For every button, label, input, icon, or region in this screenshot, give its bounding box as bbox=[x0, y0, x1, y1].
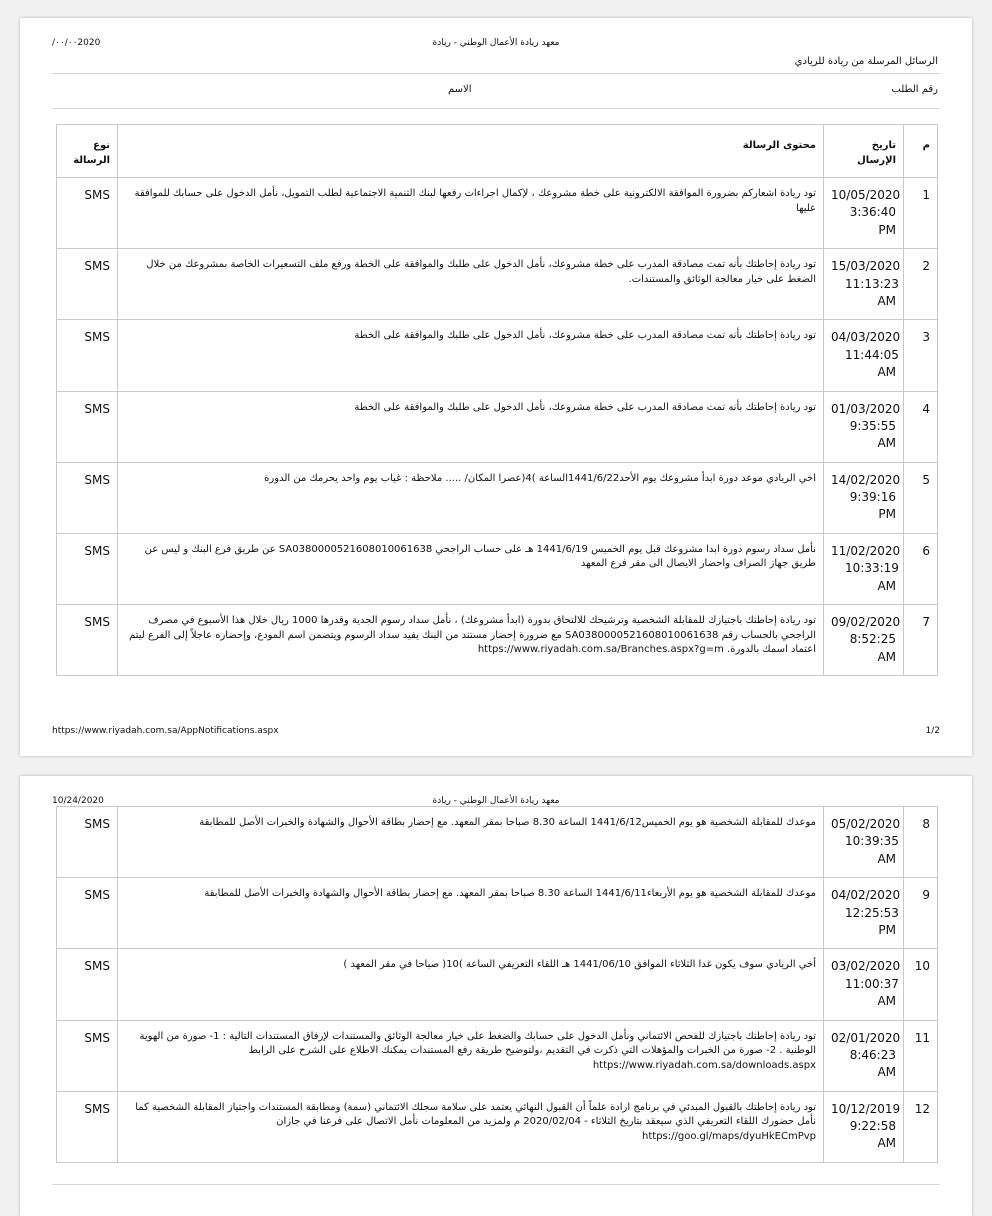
header-title: معهد ريادة الأعمال الوطني - ريادة bbox=[432, 796, 560, 806]
row-type: SMS bbox=[57, 605, 118, 676]
document-title: الرسائل المرسلة من ريادة للريادي bbox=[794, 56, 938, 67]
row-number: 4 bbox=[904, 391, 938, 462]
row-type: SMS bbox=[57, 391, 118, 462]
row-content: تود ريادة اشعاركم بضرورة الموافقة الالكترونية على خطة مشروعك ، لإكمال اجراءات رفعها لبنك التنمية الاجتماعية لطلب التمويل، نأمل الدخول على حسابك للموافقة عليها bbox=[118, 178, 824, 249]
table-header-row bbox=[57, 125, 938, 178]
row-content: تود ريادة إحاطتك باجتيازك للمقابلة الشخصية وترشيحك للالتحاق بدورة (ابدأ مشروعك) ، نأمل سداد رسوم الجدية وقدرها 1000 ريال خلال هذا الأسبوع في مصرف الراجحي بالحساب رقم SA0380000521608010061638 مع ضرورة إحضار مستند من البنك يفيد سداد الرسوم ويتضمن اسم المودع، وإحضاره عاجلاً إلى الفرع ليتم اعتماد اسمك بالدورة. https://www.riyadah.com.sa/Branches.aspx?g=m bbox=[118, 605, 824, 676]
row-date: 01/03/2020 9:35:55 AM bbox=[824, 391, 904, 462]
name-label: الاسم bbox=[448, 84, 472, 95]
row-content: موعدك للمقابلة الشخصية هو يوم الأربعاء1441/6/11 الساعة 8.30 صباحا بمقر المعهد. مع إحضار بطاقة الأحوال والشهادة والخبرات الأصل للمطابقة bbox=[118, 878, 824, 949]
row-content: تود ريادة إحاطتك بالقبول المبدئي في برنامج ارادة علماً أن القبول النهائي يعتمد على سلامة سجلك الائتماني (سمة) ومطابقة المستندات واجتياز المقابلة الشخصية كما نأمل حضورك اللقاء التعريفي الذي سيعقد بتاريخ الثلاثاء - 2020/02/04 م ولمزيد من المعلومات نأمل الاتصال على فرعنا في جازان https://goo.gl/maps/dyuHkECmPvp bbox=[118, 1091, 824, 1162]
row-content: اخي الريادي موعد دورة ابدأ مشروعك يوم الأحد1441/6/22الساعة )4(عصرا المكان/ ..... ملاحظة : غياب يوم واحد يحرمك من الدورة bbox=[118, 462, 824, 533]
footer-page-number: 1/2 bbox=[925, 726, 940, 736]
table-row bbox=[57, 949, 938, 1020]
row-date: 04/03/2020 11:44:05 AM bbox=[824, 320, 904, 391]
document-page-2 bbox=[20, 776, 972, 1216]
row-type: SMS bbox=[57, 807, 118, 878]
header-date: تاريخ الإرسال bbox=[824, 125, 904, 178]
row-content: أخي الريادي سوف يكون غدا الثلاثاء الموافق 1441/06/10 هـ اللقاء التعريفي الساعة )10( صباحا في مقر المعهد ) bbox=[118, 949, 824, 1020]
row-type: SMS bbox=[57, 949, 118, 1020]
row-number: 10 bbox=[904, 949, 938, 1020]
row-content: نأمل سداد رسوم دورة ابدا مشروعك قبل يوم الخميس 1441/6/19 هـ على حساب الراجحي SA0380000521608010061638 عن طريق فرع البنك و ليس عن طريق جهاز الصراف واحضار الايصال الى مقر فرع المعهد bbox=[118, 533, 824, 604]
row-type: SMS bbox=[57, 178, 118, 249]
messages-table bbox=[56, 124, 938, 676]
footer-url: https://www.riyadah.com.sa/AppNotifications.aspx bbox=[52, 726, 279, 736]
row-number: 6 bbox=[904, 533, 938, 604]
row-content: تود ريادة إحاطتك باجتيازك للفحص الائتماني ونأمل الدخول على حسابك والضغط على خيار معالجة الوثائق والمستندات لإرفاق المستندات التالية : 1- صورة من الهوية الوطنية . 2- صورة من الخبرات والمؤهلات التي ذكرت في التقديم ،ولتوضيح طريقة رفع المستندات يمكنك الاطلاع على الشرح على الرابط https://www.riyadah.com.sa/downloads.aspx bbox=[118, 1020, 824, 1091]
divider bbox=[52, 1184, 940, 1185]
row-number: 3 bbox=[904, 320, 938, 391]
row-number: 9 bbox=[904, 878, 938, 949]
table-row bbox=[57, 391, 938, 462]
row-type: SMS bbox=[57, 249, 118, 320]
table-row bbox=[57, 1091, 938, 1162]
header-content: محتوى الرسالة bbox=[118, 125, 824, 178]
header-title: معهد ريادة الأعمال الوطني - ريادة bbox=[432, 38, 560, 48]
row-date: 10/12/2019 9:22:58 AM bbox=[824, 1091, 904, 1162]
row-type: SMS bbox=[57, 320, 118, 391]
messages-table bbox=[56, 806, 938, 1163]
request-number-label: رقم الطلب bbox=[891, 84, 938, 95]
row-type: SMS bbox=[57, 1091, 118, 1162]
table-row bbox=[57, 1020, 938, 1091]
row-content: موعدك للمقابلة الشخصية هو يوم الخميس1441/6/12 الساعة 8.30 صباحا بمقر المعهد. مع إحضار بطاقة الأحوال والشهادة والخبرات الأصل للمطابقة bbox=[118, 807, 824, 878]
table-row bbox=[57, 605, 938, 676]
table-row bbox=[57, 320, 938, 391]
row-date: 10/05/2020 3:36:40 PM bbox=[824, 178, 904, 249]
row-number: 7 bbox=[904, 605, 938, 676]
row-type: SMS bbox=[57, 1020, 118, 1091]
table-row bbox=[57, 878, 938, 949]
header-date: /۰۰/۰۰2020 bbox=[52, 38, 101, 48]
table-row bbox=[57, 249, 938, 320]
row-type: SMS bbox=[57, 462, 118, 533]
row-type: SMS bbox=[57, 878, 118, 949]
row-date: 11/02/2020 10:33:19 AM bbox=[824, 533, 904, 604]
row-date: 02/01/2020 8:46:23 AM bbox=[824, 1020, 904, 1091]
row-date: 05/02/2020 10:39:35 AM bbox=[824, 807, 904, 878]
row-number: 2 bbox=[904, 249, 938, 320]
row-content: تود ريادة إحاطتك بأنه تمت مصادقة المدرب على خطة مشروعك، نأمل الدخول على طلبك والموافقة على الخطة bbox=[118, 391, 824, 462]
table-row bbox=[57, 178, 938, 249]
row-content: تود ريادة إحاطتك بأنه تمت مصادقة المدرب على خطة مشروعك، نأمل الدخول على طلبك والموافقة على الخطة bbox=[118, 320, 824, 391]
row-number: 5 bbox=[904, 462, 938, 533]
row-number: 8 bbox=[904, 807, 938, 878]
row-number: 1 bbox=[904, 178, 938, 249]
header-type: نوع الرسالة bbox=[57, 125, 118, 178]
table-row bbox=[57, 807, 938, 878]
row-date: 09/02/2020 8:52:25 AM bbox=[824, 605, 904, 676]
document-page-1 bbox=[20, 18, 972, 756]
row-date: 04/02/2020 12:25:53 PM bbox=[824, 878, 904, 949]
divider bbox=[52, 73, 940, 74]
row-date: 14/02/2020 9:39:16 PM bbox=[824, 462, 904, 533]
row-number: 11 bbox=[904, 1020, 938, 1091]
header-num: م bbox=[904, 125, 938, 178]
row-date: 15/03/2020 11:13:23 AM bbox=[824, 249, 904, 320]
row-date: 03/02/2020 11:00:37 AM bbox=[824, 949, 904, 1020]
row-content: تود ريادة إحاطتك بأنه تمت مصادقة المدرب على خطة مشروعك، نأمل الدخول على طلبك والموافقة على الخطة ورفع ملف التسعيرات الخاصة بمشروعك من خلال الضغط على خيار معالجة الوثائق والمستندات. bbox=[118, 249, 824, 320]
row-number: 12 bbox=[904, 1091, 938, 1162]
table-row bbox=[57, 533, 938, 604]
header-date: 10/24/2020 bbox=[52, 796, 104, 806]
table-row bbox=[57, 462, 938, 533]
divider bbox=[52, 108, 940, 109]
row-type: SMS bbox=[57, 533, 118, 604]
